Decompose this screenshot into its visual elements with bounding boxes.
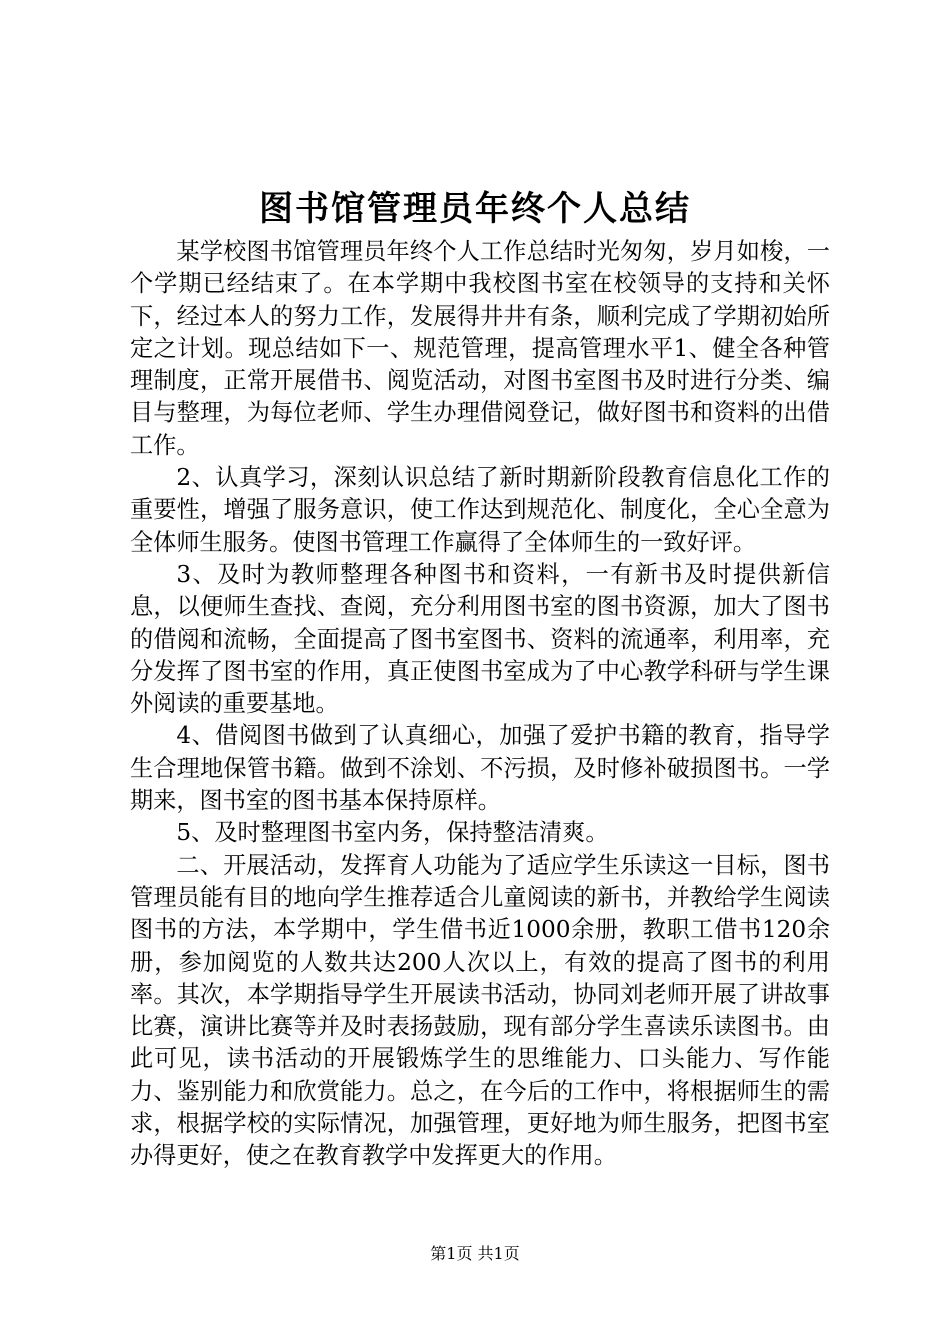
page-footer: 第1页 共1页	[430, 1244, 520, 1263]
document-title: 图书馆管理员年终个人总结	[259, 189, 691, 229]
paragraph-lending: 4、借阅图书做到了认真细心，加强了爱护书籍的教育，指导学生合理地保管书籍。做到不涂划、不污损，及时修补破损图书。一学期来，图书室的图书基本保持原样。	[130, 722, 830, 815]
paragraph-activities: 二、开展活动，发挥育人功能为了适应学生乐读这一目标，图书管理员能有目的地向学生推荐适合儿童阅读的新书，并教给学生阅读图书的方法，本学期中，学生借书近1000余册，教职工借书120余册，参加阅览的人数共达200人次以上，有效的提高了图书的利用率。其次，本学期指导学生开展读书活动，协同刘老师开展了讲故事比赛，演讲比赛等并及时表扬鼓励，现有部分学生喜读乐读图书。由此可见，读书活动的开展锻炼学生的思维能力、口头能力、写作能力、鉴别能力和欣赏能力。总之，在今后的工作中，将根据师生的需求，根据学校的实际情况，加强管理，更好地为师生服务，把图书室办得更好，使之在教育教学中发挥更大的作用。	[130, 851, 830, 1170]
paragraph-study: 2、认真学习，深刻认识总结了新时期新阶段教育信息化工作的重要性，增强了服务意识，使工作达到规范化、制度化，全心全意为全体师生服务。使图书管理工作赢得了全体师生的一致好评。	[130, 464, 830, 556]
paragraph-resources: 3、及时为教师整理各种图书和资料，一有新书及时提供新信息，以便师生查找、查阅，充分利用图书室的图书资源，加大了图书的借阅和流畅，全面提高了图书室图书、资料的流通率，利用率，充分发挥了图书室的作用，真正使图书室成为了中心教学科研与学生课外阅读的重要基地。	[130, 560, 830, 718]
document-body	[130, 236, 830, 1173]
paragraph-housekeeping: 5、及时整理图书室内务，保持整洁清爽。	[176, 819, 609, 847]
paragraph-intro: 某学校图书馆管理员年终个人工作总结时光匆匆，岁月如梭，一个学期已经结束了。在本学期中我校图书室在校领导的支持和关怀下，经过本人的努力工作，发展得井井有条，顺利完成了学期初始所定之计划。现总结如下一、规范管理，提高管理水平1、健全各种管理制度，正常开展借书、阅览活动，对图书室图书及时进行分类、编目与整理，为每位老师、学生办理借阅登记，做好图书和资料的出借工作。	[130, 238, 830, 459]
